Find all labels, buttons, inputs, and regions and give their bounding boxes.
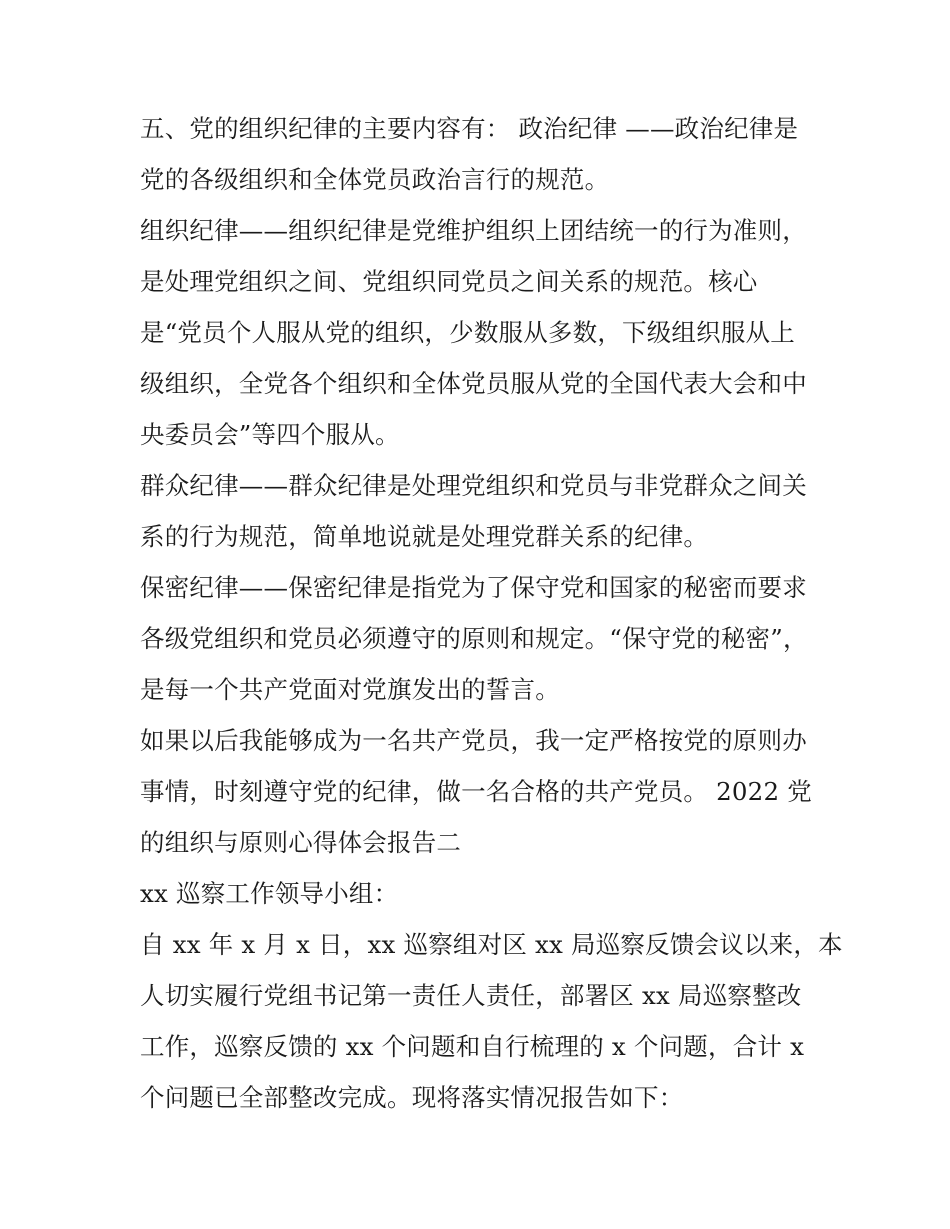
text-line: 人切实履行党组书记第一责任人责任，部署区 xx 局巡察整改 xyxy=(140,981,802,1010)
text-line: 个问题已全部整改完成。现将落实情况报告如下： xyxy=(140,1083,684,1112)
text-line: 是每一个共产党面对党旗发出的誓言。 xyxy=(140,675,560,704)
text-line: 群众纪律——群众纪律是处理党组织和党员与非党群众之间关 xyxy=(140,471,807,500)
text-line: 各级党组织和党员必须遵守的原则和规定。“保守党的秘密”， xyxy=(140,624,808,653)
text-line: 系的行为规范，简单地说就是处理党群关系的纪律。 xyxy=(140,522,709,551)
text-line: 如果以后我能够成为一名共产党员，我一定严格按党的原则办 xyxy=(140,726,807,755)
text-line: 保密纪律——保密纪律是指党为了保守党和国家的秘密而要求 xyxy=(140,573,807,602)
text-line: 组织纪律——组织纪律是党维护组织上团结统一的行为准则， xyxy=(140,216,807,245)
text-line: 级组织，全党各个组织和全体党员服从党的全国代表大会和中 xyxy=(140,369,807,398)
text-line: 五、党的组织纪律的主要内容有： 政治纪律 ——政治纪律是 xyxy=(140,114,799,143)
text-line: 的组织与原则心得体会报告二 xyxy=(140,828,462,857)
text-line: 自 xx 年 x 月 x 日，xx 巡察组对区 xx 局巡察反馈会议以来，本 xyxy=(140,930,843,959)
text-line: 是“党员个人服从党的组织，少数服从多数，下级组织服从上 xyxy=(140,318,795,347)
text-line: 事情，时刻遵守党的纪律，做一名合格的共产党员。 2022 党 xyxy=(140,777,812,806)
text-line: xx 巡察工作领导小组： xyxy=(140,879,399,908)
text-line: 党的各级组织和全体党员政治言行的规范。 xyxy=(140,165,610,194)
text-line: 央委员会”等四个服从。 xyxy=(140,420,400,449)
text-line: 工作，巡察反馈的 xx 个问题和自行梳理的 x 个问题，合计 x xyxy=(140,1032,805,1061)
text-line: 是处理党组织之间、党组织同党员之间关系的规范。核心 xyxy=(140,267,758,296)
